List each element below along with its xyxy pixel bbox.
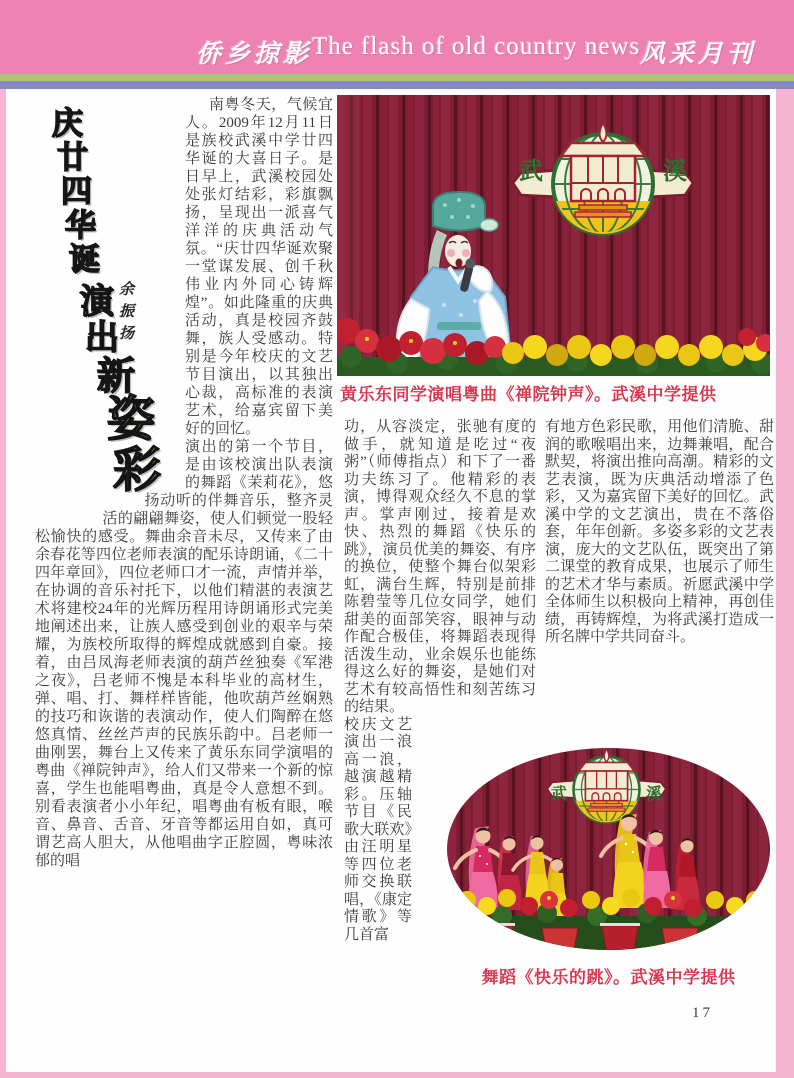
title-char: 新 (97, 354, 136, 398)
title-char: 出 (85, 318, 119, 358)
page-sheet (6, 89, 776, 1072)
article-column-1 (35, 96, 333, 870)
paragraph-dance: 功，从容淡定，张驰有度的做手，就知道是吃过“夜粥”（师傅指点）和下了一番功夫练习了。他精彩的表演，博得观众经久不息的掌声。掌声刚过，接着是欢快、热烈的舞蹈《快乐的跳》，演员优美的舞姿、有序的换位，使整个舞台似架彩虹，满台生辉，特别是前排陈碧莹等几位女同学，她们甜美的面部笑容，眼神与动作配合极佳，将舞蹈表现得活泼生动，业余娱乐也能练得这么好的舞姿，是她们对艺术有较高悟性和刻苦练习的结果。 (344, 419, 536, 715)
masthead-title-chinese: 侨乡掠影 (196, 41, 313, 68)
photo-dancers (447, 748, 770, 950)
divider-stripe-purple (0, 81, 794, 89)
photo2-caption: 舞蹈《快乐的跳》。武溪中学提供 (481, 968, 736, 987)
masthead-title-english: The flash of old country news (312, 33, 641, 60)
page-number: 17 (692, 1005, 713, 1021)
emblem-char-left: 武 (519, 159, 543, 185)
paragraph-performance: 演出的第一个节目，是由该校演出队表演的舞蹈《茉莉花》，悠扬动听的伴舞音乐，整齐灵活的翩翩舞姿，使人们顿觉一股轻松愉快的感受。舞曲余音未尽，又传来了由余春花等四位老师表演的配乐诗朗诵，《二十四年章回》，四位老师口才一流，声情并举，在协调的音乐衬托下，以他们精湛的表演艺术将建校24年的光辉历程用诗朗诵形式完美地阐述出来，让族人感受到创业的艰辛与荣耀，为族校所取得的辉煌成就感到自豪。接着，由吕凤海老师表演的葫芦丝独奏《军港之夜》，吕老师不愧是本科毕业的高材生，弹、唱、打、舞样样皆能，他吹葫芦丝娴熟的技巧和诙谐的表演动作，使人们陶醉在悠悠真情、丝丝芦声的民族乐韵中。吕老师一曲刚罢，舞台上又传来了黄乐东同学演唱的粤曲《禅院钟声》，给人们又带来一个新的惊喜，学生也能唱粤曲，真是令人意想不到。别看表演者小小年纪，唱粤曲有板有眼，喉音、鼻音、舌音、牙音等都运用自如，真可谓艺高人胆大，从他唱曲字正腔圆，粤味浓郁的唱 (35, 439, 333, 869)
paragraph-closing: 有地方色彩民歌，用他们清脆、甜润的歌喉唱出来，边舞兼唱，配合默契，将演出推向高潮。精彩的文艺表演，既为庆典活动增添了色彩，又为嘉宾留下美好的回忆。武溪中学的文艺演出，贵在不落俗套，年年创新。多姿多彩的文艺表演，庞大的文艺队伍，既突出了第二课堂的教育成果，也展示了师生的艺术才华与素质。祈愿武溪中学全体师生以积极向上精神，再创佳绩，再铸辉煌，为将武溪打造成一所名牌中学共同奋斗。 (545, 419, 774, 645)
title-char: 庆 (52, 106, 83, 142)
opera-singer-illustration (337, 95, 770, 376)
emblem-char-right: 溪 (663, 159, 687, 185)
title-char: 演 (80, 282, 114, 322)
title-char: 四 (61, 174, 92, 210)
paragraph-intro: 南粤冬天，气候宜人。2009年12月11日是族校武溪中学廿四华诞的大喜日子。是日早上，武溪校园处处张灯结彩，彩旗飘扬，呈现出一派喜气洋洋的庆典活动气氛。“庆廿四华诞欢聚一堂谋发展、创千秋伟业内外同心铸辉煌”。如此隆重的庆典活动，真是校园齐鼓舞，族人受感动。特别是今年校庆的文艺节目演出，以其独出心裁，高标准的表演艺术，给嘉宾留下美好的回忆。 (185, 97, 333, 437)
title-wrap-spacer (35, 96, 185, 534)
article-column-3 (545, 419, 774, 647)
title-char: 诞 (69, 242, 100, 278)
photo-opera-singer (337, 95, 770, 376)
author-name: 余振扬 (117, 281, 133, 347)
divider-stripe-green (0, 74, 794, 81)
paragraph-finale-text: 校庆文艺演出一浪高一浪，越演越精彩。压轴节目《民歌大联欢》由汪明星等四位老师交换联唱，《康定情歌》等几首富 (344, 716, 412, 943)
masthead-banner (0, 0, 794, 74)
dancers-illustration (447, 748, 770, 950)
photo1-caption: 黄乐东同学演唱粤曲《禅院钟声》。武溪中学提供 (340, 385, 717, 404)
emblem-char-right: 溪 (645, 786, 663, 803)
title-char: 华 (65, 208, 96, 244)
title-char: 彩 (113, 442, 162, 498)
emblem-char-left: 武 (550, 786, 568, 803)
title-char: 姿 (107, 391, 156, 447)
title-char: 廿 (57, 140, 88, 176)
masthead-journal-name: 风采月刊 (640, 41, 757, 68)
